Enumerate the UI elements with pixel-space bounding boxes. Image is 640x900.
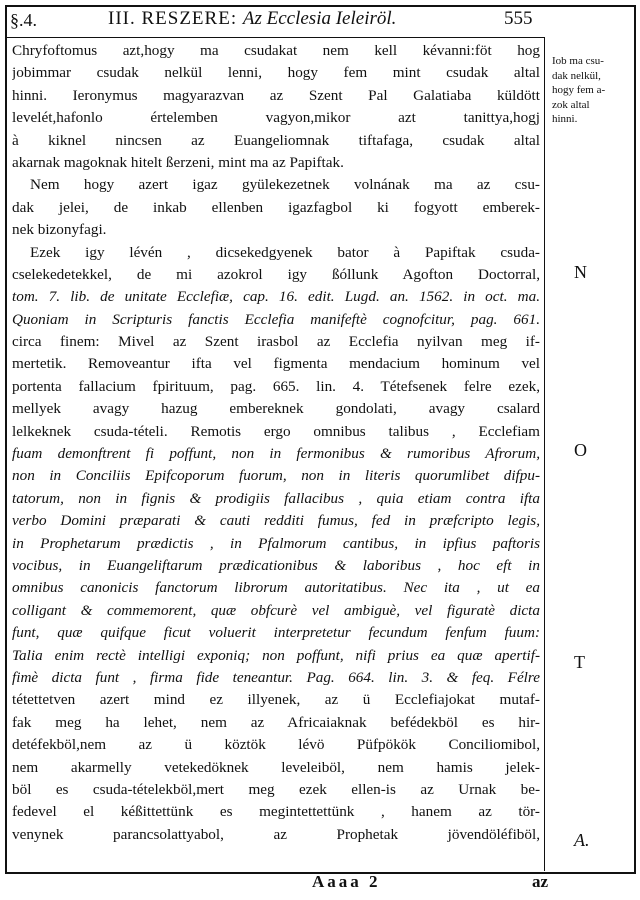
text-line: colligant & commemorent, quæ obfcurè vel ambiguè, vel figuratè dicta [12,601,540,619]
text-line: tétettetven azert mind ez illyenek, az ü Ecclefiajokat mutaf- [12,691,540,709]
text-line: nem akarmelly vetekedöknek leveleiböl, nem hamis jelek- [12,758,540,776]
text-line: verbo Domini præparati & cauti redditi fumus, fed in præfcripto legis, [12,512,540,530]
text-line: akarnak magoknak hitelt ßerzeni, mint ma az Papiftak. [12,153,344,171]
margin-note-line: Iob ma csu- [552,55,604,67]
text-line: fedevel el kéßittettünk es megintettettünk , hanem az tör- [12,803,540,821]
text-line: hinni. Ieronymus magyarazvan az Szent Pal Galatiaba küldött [12,86,540,104]
text-line: fak meg ha lehet, nem az Africaiaknak befédekböl es hir- [12,713,540,731]
text-line: non in Conciliis Epifcoporum fuorum, non in literis quorumlibet difpu- [12,467,540,485]
text-line: fuam demonftrent fi poffunt, non in fermonibus & rumoribus Afrorum, [12,445,540,463]
text-line: Quoniam in Scripturis fanctis Ecclefia manifeftè cognofcitur, pag. 661. [12,310,540,328]
text-line: portenta fallacium fpirituum, pag. 665. lin. 4. Tétefsenek felre ezek, [12,377,540,395]
text-line: levelét,hafonlo értelemben vagyon,mikor azt tanittya,hogj [12,109,540,127]
text-line: venynek parancsolattyabol, az Prophetak jövendöléfiböl, [12,825,540,843]
text-line: mellyek avagy hazug embereknek gondolati, avagy csalard [12,400,540,418]
text-line: Chryfoftomus azt,hogy ma csudakat nem kell kévanni:föt hog [12,42,540,59]
margin-note-line: hinni. [552,113,578,125]
text-line: nek bizonyfagi. [12,221,107,239]
text-line: detéfekböl,nem az ü köztök lévö Püfpökök Conciliomibol, [12,736,540,754]
text-line: lelkeknek csuda-tételi. Remotis ergo omnibus talibus , Ecclefiam [12,422,540,440]
margin-letter-o: O [574,440,587,460]
text-line: mertetik. Removeantur ifta vel figmenta mendacium hominum vel [12,355,540,373]
body-text [12,40,540,846]
text-line: böl es csuda-tételekböl,mert meg ezek ellen-is az Urnak be- [12,780,540,798]
margin-note-line: dak nelkül, [552,69,601,82]
text-line: Nem hogy azert igaz gyülekezetnek volnának ma az csu- [30,176,540,194]
section-reference: §.4. [10,10,37,30]
text-line: funt, quæ quifque ficut voluerit interpretetur fecundum fenfum fuum: [12,624,540,642]
text-line: jobimmar csudak nelkül lenni, hogy fem mint csudak altal [12,64,540,82]
text-line: circa finem: Mivel az Szent irasbol az Ecclefia nyilvan meg if- [12,333,540,351]
page-number: 555 [504,8,533,29]
margin-letter-a: A. [574,830,590,850]
signature-mark: Aaaa 2 [312,872,381,891]
running-title [108,8,396,30]
catchword: az [532,872,549,891]
text-line: in Prophetarum prædictis , in Pfalmorum cantibus, in ipfius paftoris [12,534,540,552]
margin-letter-n: N [574,262,587,282]
margin-note-line: hogy fem a- [552,84,606,96]
running-title-italic: Az Ecclesia Ieleiröl. [242,8,397,29]
running-header [0,8,640,34]
margin-note-line: zok altal [552,98,590,111]
running-title-main: III. RESZERE: [108,8,238,29]
text-line: Ezek igy lévén , dicsekedgyenek bator à Papiftak csuda- [30,243,540,261]
margin-note [552,54,632,127]
text-line: à kiknel nincsen az Euangeliomnak tiftafaga, csudak altal [12,131,540,149]
text-line: omnibus canonicis fanctorum librorum autoritatibus. Nec ita , ut ea [12,579,540,597]
text-line: fimè dicta funt , firma fide teneantur. Pag. 664. lin. 3. & feq. Félre [12,668,540,686]
margin-letter-t: T [574,652,585,672]
text-line: cselekedetekkel, de mi azokrol igy ßóllunk Agofton Doctorral, [12,265,540,283]
text-line: dak jelei, de inkab ellenben igazfagbol ki fogyott emberek- [12,198,540,216]
text-line: vocibus, in Euangeliftarum prædicationibus & laboribus , hoc eft in [12,556,540,574]
text-line: tom. 7. lib. de unitate Ecclefiæ, cap. 16. edit. Lugd. an. 1562. in oct. ma. [12,288,540,306]
text-line: Talia enim rectè intelligi exponiq; non poffunt, nifi prius ea quæ apertif- [12,646,540,664]
text-line: tatorum, non in fignis & prodigiis fallacibus , quia etiam contra ifta [12,489,540,507]
